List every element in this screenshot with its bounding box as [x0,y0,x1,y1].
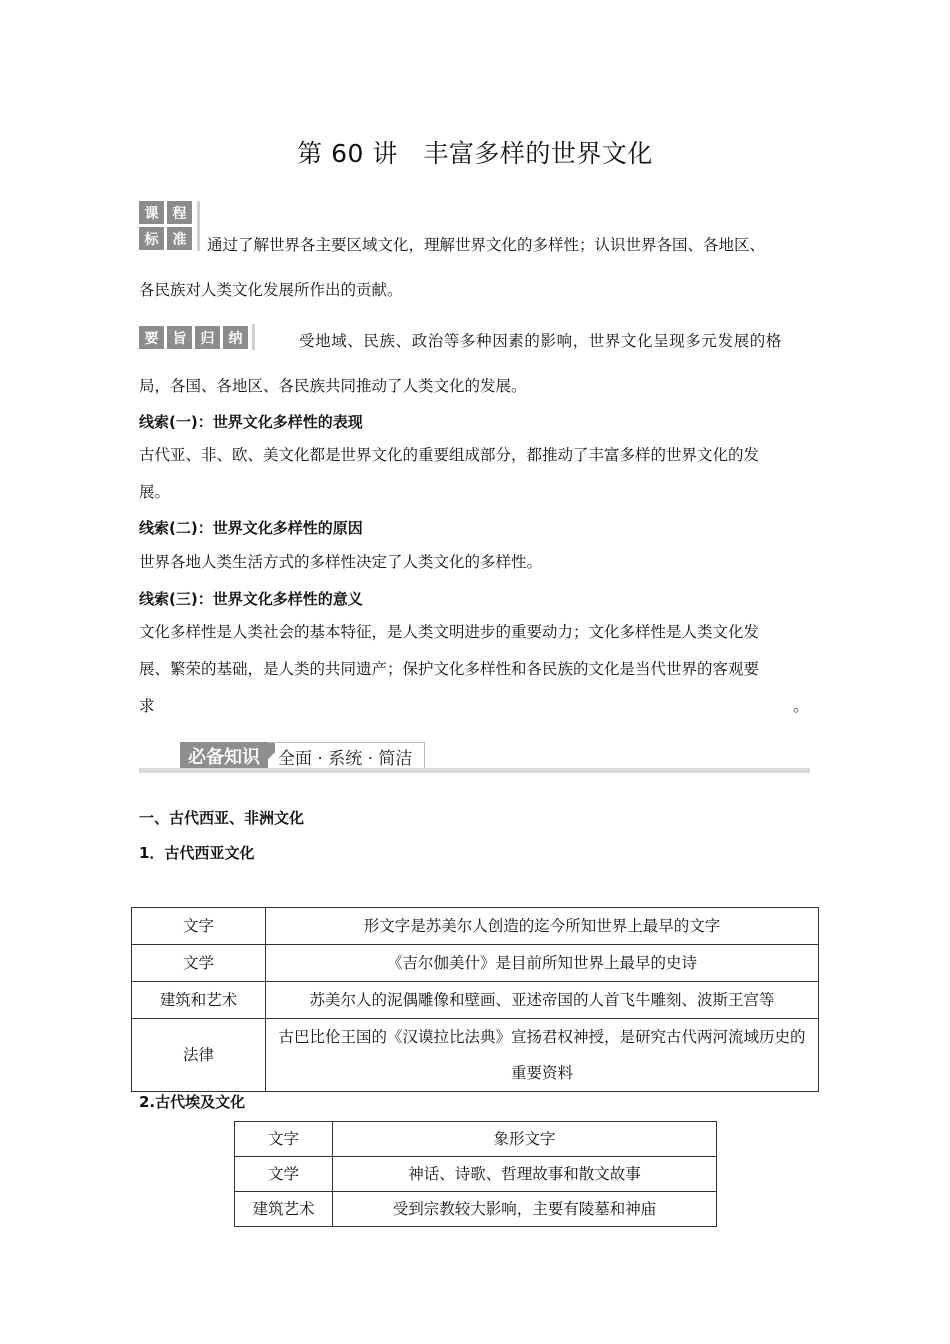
clue-3-end-mark: 。 [793,697,809,715]
badge-char: 程 [167,201,192,224]
table-cell-key: 建筑艺术 [235,1192,333,1227]
badge-char: 纳 [223,326,248,349]
badge-char: 要 [139,326,164,349]
table-cell-key: 文学 [132,945,266,982]
standard-text-line2: 各民族对人类文化发展所作出的贡献。 [139,281,403,299]
egypt-culture-table [234,1121,717,1227]
table-cell-value: 神话、诗歌、哲理故事和散文故事 [333,1157,717,1192]
section-heading: 一、古代西亚、非洲文化 [139,809,305,827]
table-cell-value: 古巴比伦王国的《汉谟拉比法典》宣扬君权神授，是研究古代两河流域历史的重要资料 [266,1019,819,1092]
clue-1-heading: 线索(一)：世界文化多样性的表现 [139,413,363,431]
page-title: 第 60 讲 丰富多样的世界文化 [297,139,653,168]
table-row [132,1019,819,1092]
clue-3-heading: 线索(三)：世界文化多样性的意义 [139,590,363,608]
badge-char: 准 [167,227,192,250]
table-row [235,1122,717,1157]
subsection-heading: 1．古代西亚文化 [139,844,255,862]
summary-badge [139,326,248,349]
west-asia-culture-table [131,907,819,1092]
table-cell-value: 苏美尔人的泥偶雕像和壁画、亚述帝国的人首飞牛雕刻、波斯王宫等 [266,982,819,1019]
clue-2-heading: 线索(二)：世界文化多样性的原因 [139,519,363,537]
table-cell-key: 文字 [235,1122,333,1157]
table-cell-key: 文学 [235,1157,333,1192]
banner-title: 必备知识 [180,742,268,770]
table-row [132,908,819,945]
banner-underline [139,768,810,773]
curriculum-standard-badge [139,201,193,251]
clue-1-line1: 古代亚、非、欧、美文化都是世界文化的重要组成部分，都推动了丰富多样的世界文化的发 [139,446,760,464]
badge-char: 标 [139,227,164,250]
table-cell-key: 法律 [132,1019,266,1092]
badge-divider [252,324,255,350]
badge-char: 旨 [167,326,192,349]
clue-3-line3: 求 [139,697,155,715]
table-cell-value: 象形文字 [333,1122,717,1157]
badge-divider [197,201,200,251]
clue-3-line2: 展、繁荣的基础，是人类的共同遗产；保护文化多样性和各民族的文化是当代世界的客观要 [139,660,760,678]
badge-char: 课 [139,201,164,224]
summary-text-line2: 局，各国、各地区、各民族共同推动了人类文化的发展。 [139,377,527,395]
table-row [235,1157,717,1192]
clue-3-line1: 文化多样性是人类社会的基本特征，是人类文明进步的重要动力；文化多样性是人类文化发 [139,623,760,641]
table-row [132,982,819,1019]
standard-text-line1: 通过了解世界各主要区域文化，理解世界文化的多样性；认识世界各国、各地区、 [207,236,766,254]
table-cell-value: 受到宗教较大影响，主要有陵墓和神庙 [333,1192,717,1227]
banner-subtitle: 全面 · 系统 · 简洁 [268,742,425,770]
summary-text-line1: 受地域、民族、政治等多种因素的影响，世界文化呈现多元发展的格 [299,332,783,350]
table-row [235,1192,717,1227]
knowledge-banner [180,742,425,770]
table-cell-key: 建筑和艺术 [132,982,266,1019]
table-row [132,945,819,982]
subsection-heading: 2.古代埃及文化 [139,1093,246,1111]
table-cell-value: 《吉尔伽美什》是目前所知世界上最早的史诗 [266,945,819,982]
table-cell-value: 形文字是苏美尔人创造的迄今所知世界上最早的文字 [266,908,819,945]
clue-1-line2: 展。 [139,483,171,501]
clue-2-line1: 世界各地人类生活方式的多样性决定了人类文化的多样性。 [139,553,543,571]
badge-char: 归 [195,326,220,349]
table-cell-key: 文字 [132,908,266,945]
